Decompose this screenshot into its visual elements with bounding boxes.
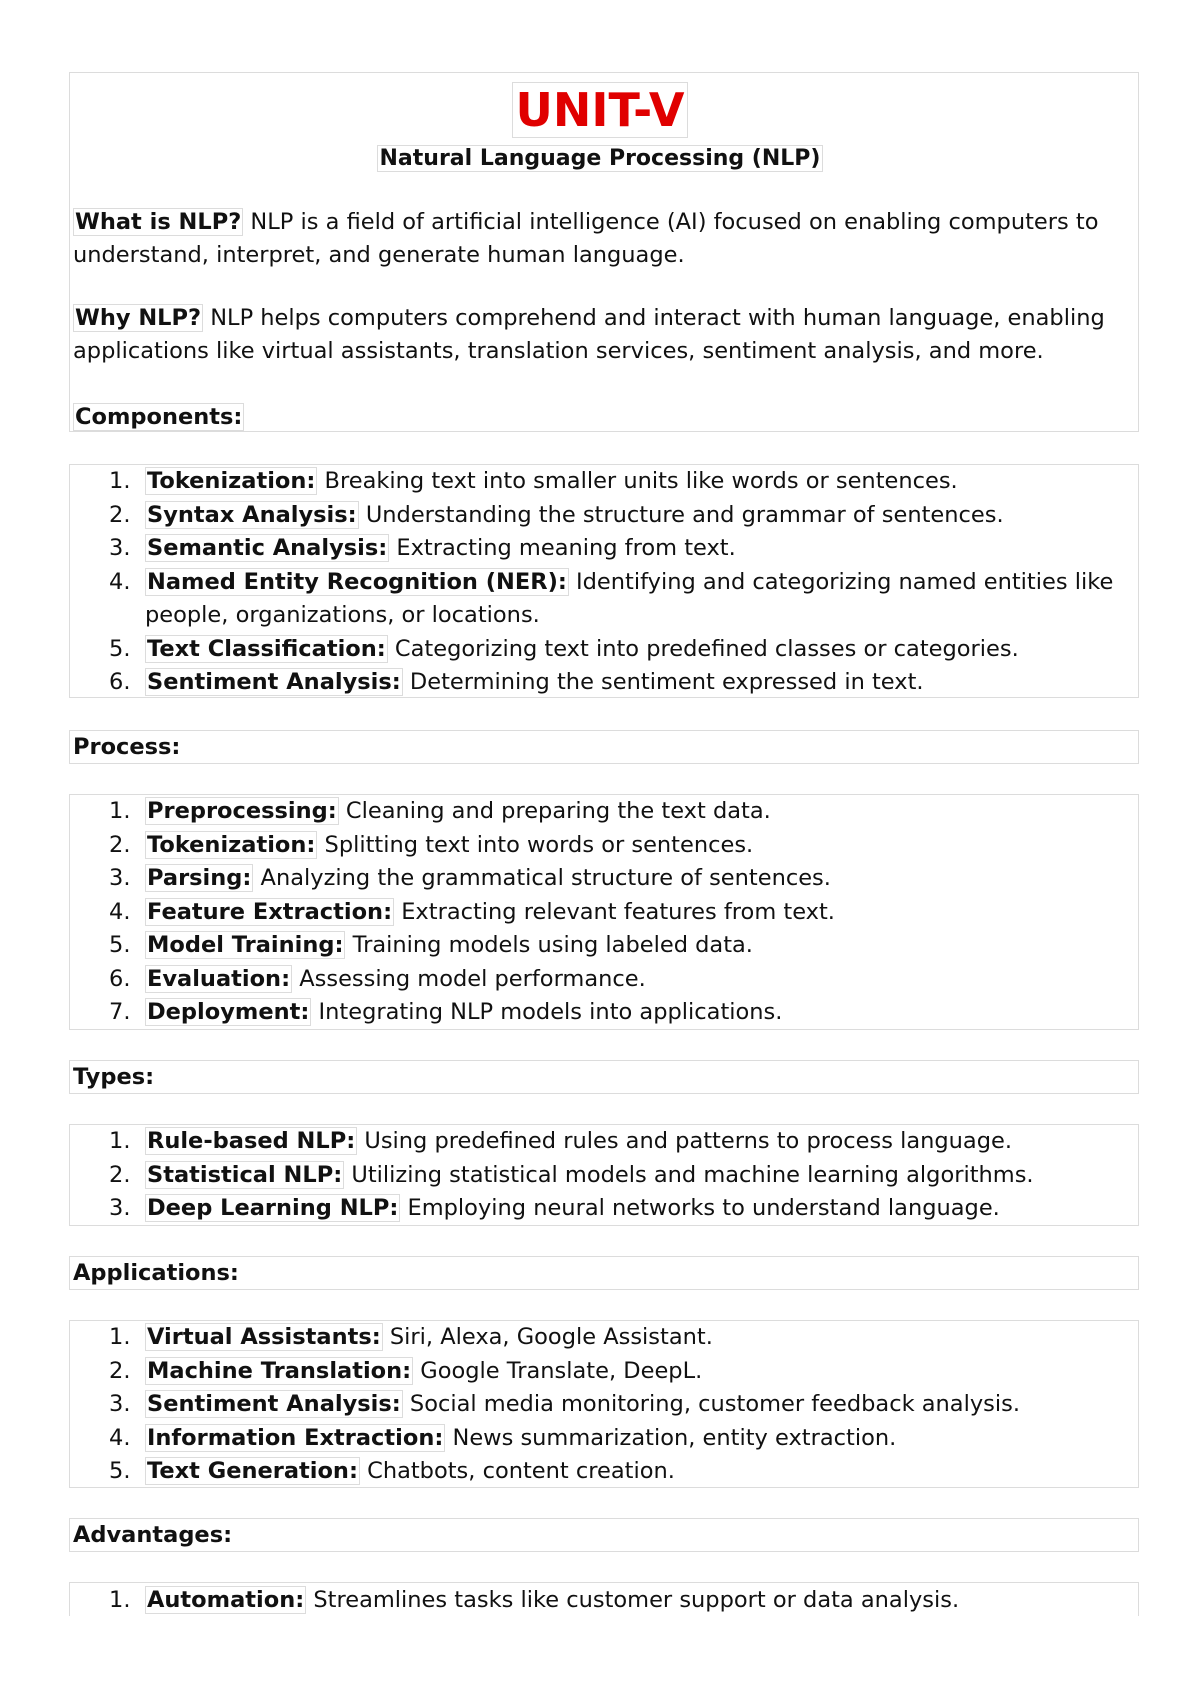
list-item: 5. Text Generation: Chatbots, content creation. [109,1458,675,1484]
applications-list [95,1321,1135,1489]
list-item: 2. Tokenization: Splitting text into words or sentences. [109,831,754,858]
list-item: 5. Text Classification: Categorizing text into predefined classes or categories. [109,635,1019,662]
unit-title [0,82,1200,138]
why-label: Why NLP? [75,305,202,331]
list-item: 4. Information Extraction: News summarization, entity extraction. [109,1424,897,1451]
components-list [95,465,1135,700]
list-item: 3. Parsing: Analyzing the grammatical structure of sentences. [109,865,831,891]
subtitle-text: Natural Language Processing (NLP) [377,145,824,172]
components-heading [73,402,244,432]
what-label: What is NLP? [75,209,242,235]
types-heading [73,1062,154,1092]
list-item: 6. Evaluation: Assessing model performance. [109,965,646,992]
list-item: 4. Named Entity Recognition (NER): Identifying and categorizing named entities like people, organizations, or locations. [109,568,1114,628]
list-item: 2. Statistical NLP: Utilizing statistical models and machine learning algorithms. [109,1161,1034,1188]
advantages-heading-text: Advantages: [73,1522,233,1548]
applications-heading [73,1258,239,1288]
list-item: 3. Semantic Analysis: Extracting meaning from text. [109,535,736,561]
list-item: 5. Model Training: Training models using labeled data. [109,932,753,958]
process-heading [73,732,180,762]
what-paragraph [73,206,1113,272]
what-text: NLP is a field of artificial intelligence (AI) focused on enabling computers to understand, interpret, and generate human language. [73,209,1099,268]
advantages-heading [73,1520,232,1550]
process-list [95,795,1135,1030]
types-heading-text: Types: [73,1064,155,1090]
applications-heading-text: Applications: [73,1260,239,1286]
why-paragraph [73,302,1113,368]
list-item: 4. Feature Extraction: Extracting relevant features from text. [109,898,835,925]
list-item: 1. Automation: Streamlines tasks like customer support or data analysis. [109,1587,960,1613]
list-item: 1. Preprocessing: Cleaning and preparing the text data. [109,798,771,824]
components-heading-text: Components: [75,404,243,430]
unit-title-text: UNIT-V [512,82,689,138]
list-item: 1. Tokenization: Breaking text into smaller units like words or sentences. [109,468,958,494]
process-heading-frame [69,730,1139,764]
list-item: 7. Deployment: Integrating NLP models into applications. [109,999,783,1025]
subtitle [0,144,1200,174]
list-item: 3. Deep Learning NLP: Employing neural networks to understand language. [109,1195,1000,1221]
list-item: 2. Syntax Analysis: Understanding the structure and grammar of sentences. [109,501,1004,528]
list-item: 6. Sentiment Analysis: Determining the sentiment expressed in text. [109,669,924,695]
list-item: 3. Sentiment Analysis: Social media monitoring, customer feedback analysis. [109,1391,1021,1417]
list-item: 1. Rule-based NLP: Using predefined rules and patterns to process language. [109,1128,1012,1154]
advantages-list [95,1584,1135,1618]
types-heading-frame [69,1060,1139,1094]
list-item: 1. Virtual Assistants: Siri, Alexa, Google Assistant. [109,1324,713,1350]
list-item: 2. Machine Translation: Google Translate, DeepL. [109,1357,703,1384]
why-text: NLP helps computers comprehend and interact with human language, enabling applications like virtual assistants, translation services, sentiment analysis, and more. [73,305,1105,364]
process-heading-text: Process: [73,734,181,760]
types-list [95,1125,1135,1226]
